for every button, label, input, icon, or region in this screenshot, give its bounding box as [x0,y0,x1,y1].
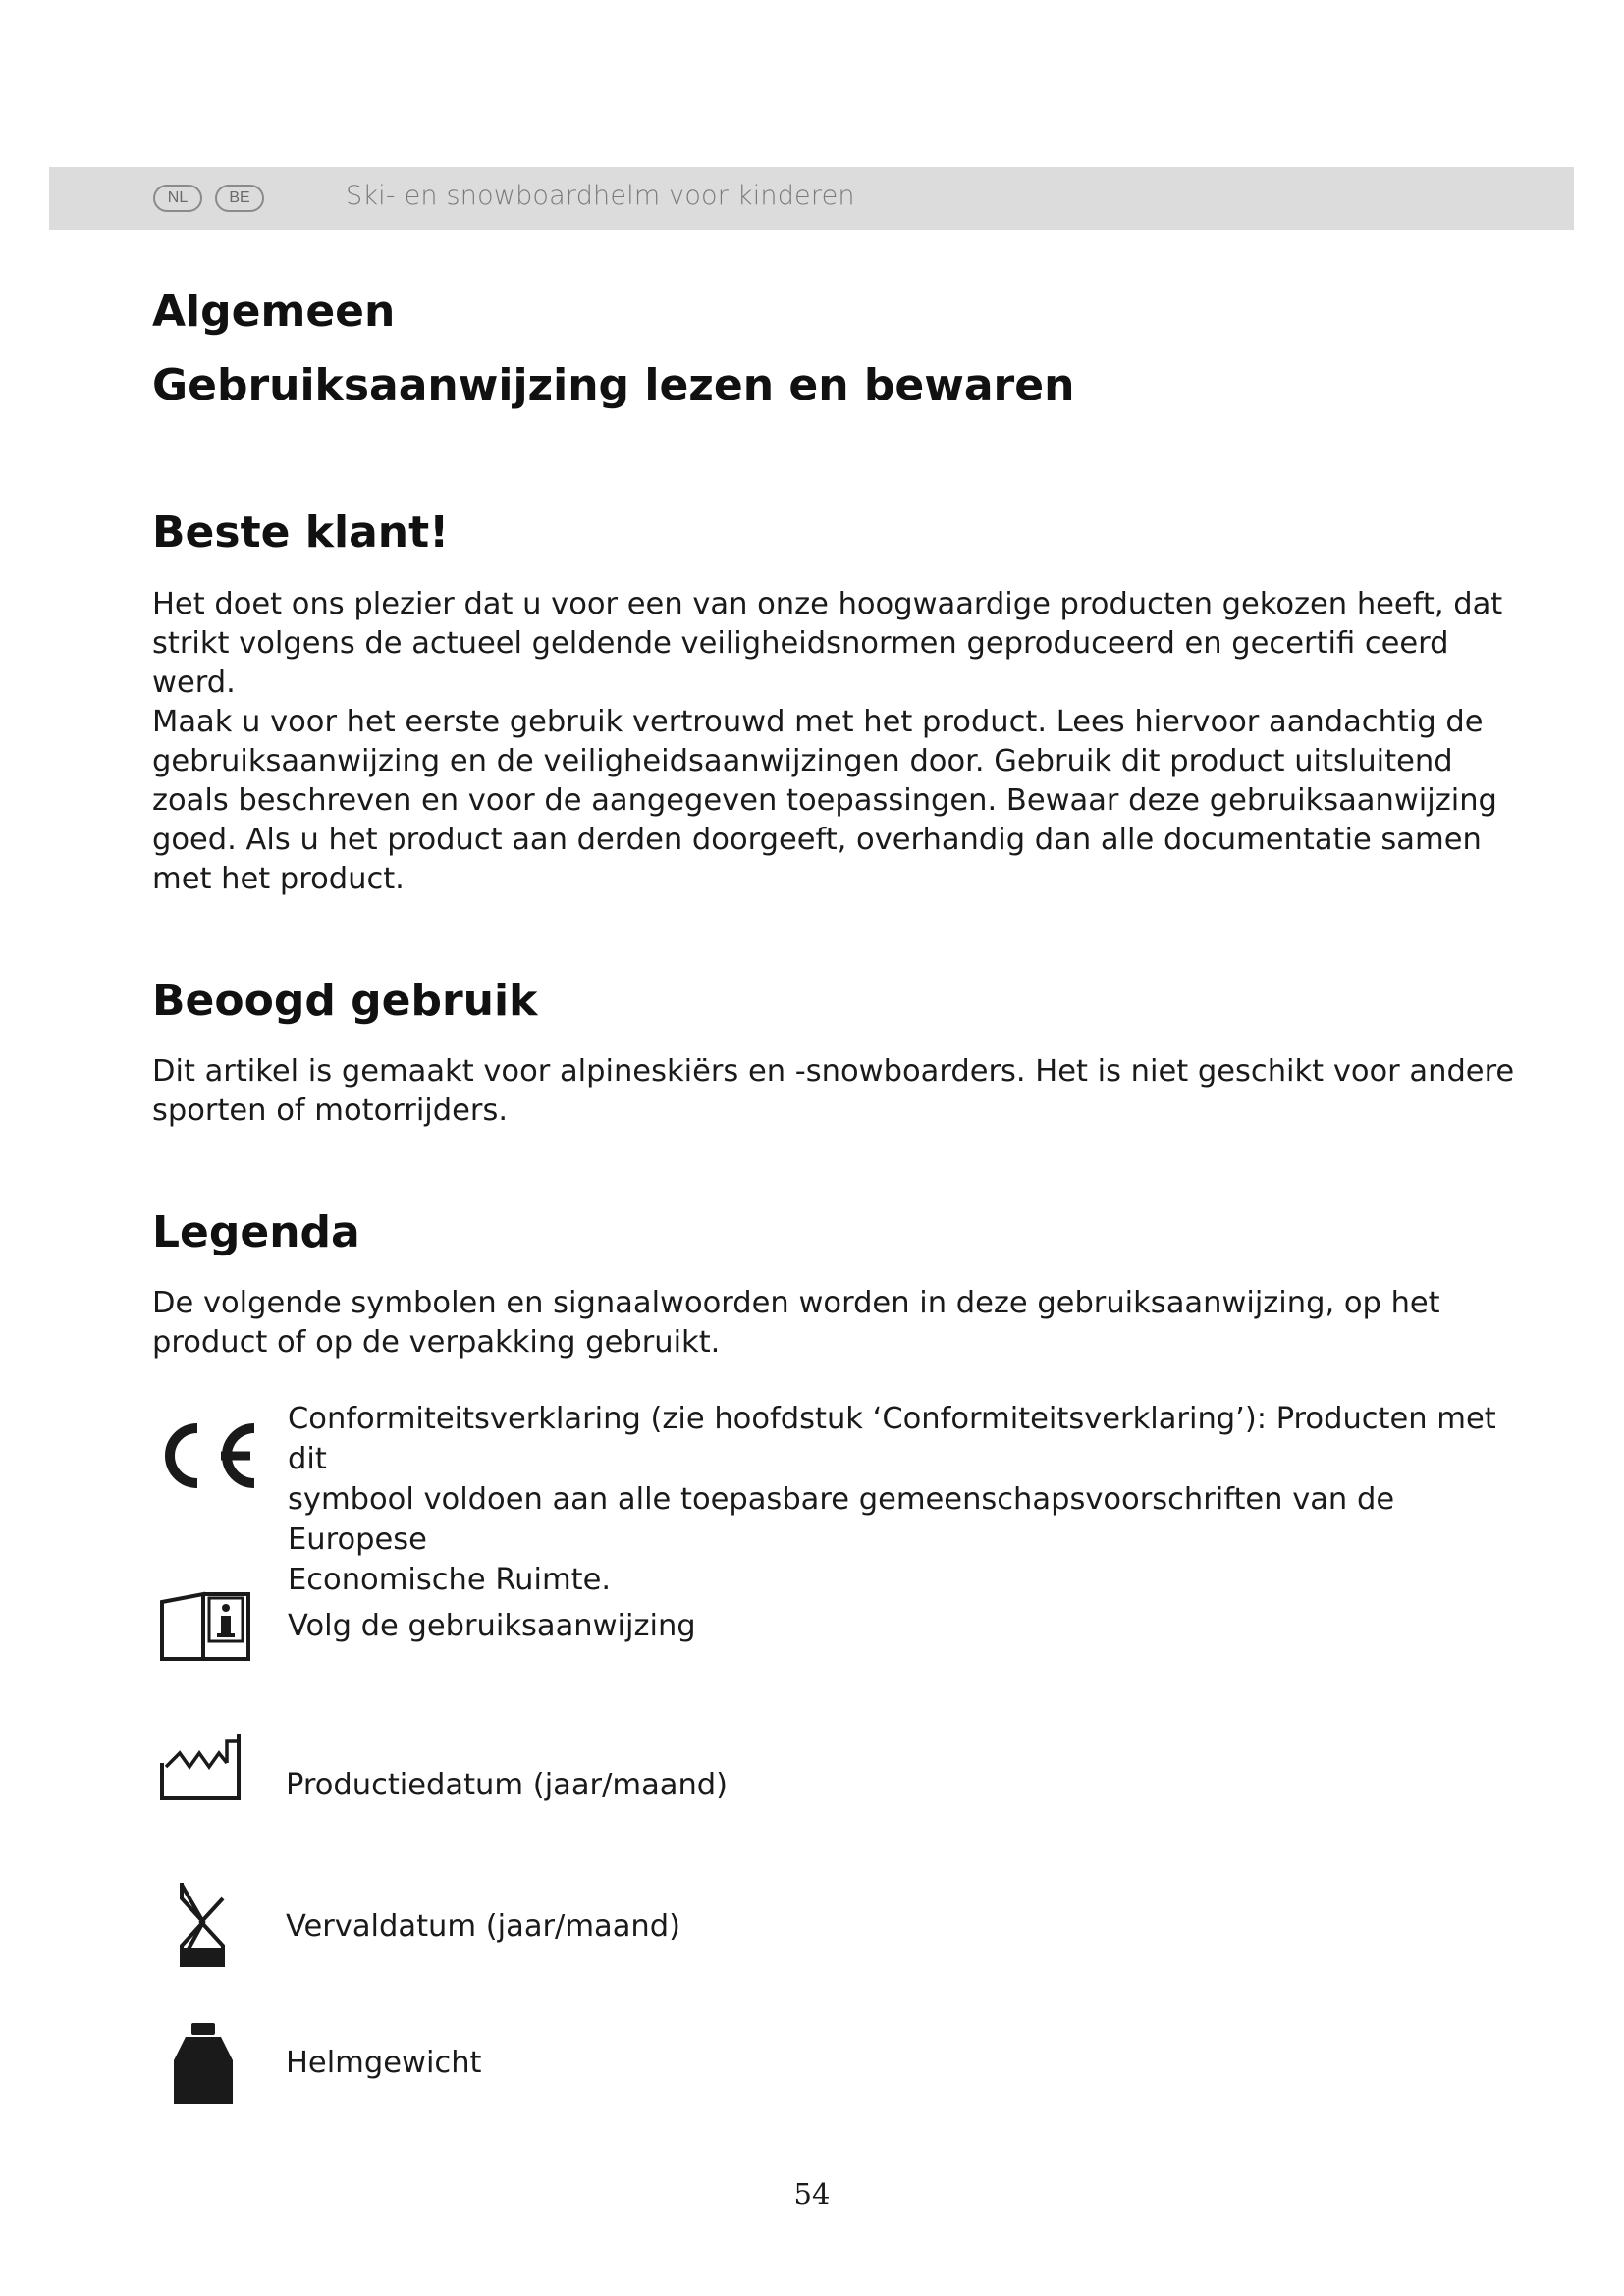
header-title: Ski- en snowboardhelm voor kinderen [346,181,855,211]
legend-text-ce [288,1399,1527,1600]
ce-mark-icon [152,1420,260,1491]
text-line: zoals beschreven en voor de aangegeven toepassingen. Bewaar deze gebruiksaanwijzing [152,783,1497,818]
heading-intended-use: Beoogd gebruik [152,976,538,1026]
text-line: met het product. [152,862,405,896]
text-line: symbool voldoen aan alle toepasbare gemeenschapsvoorschriften van de Europese [288,1482,1395,1557]
text-line: Dit artikel is gemaakt voor alpineskiërs en -snowboarders. Het is niet geschikt voor andere [152,1054,1515,1089]
manual-info-icon [152,1588,260,1663]
text-line: goed. Als u het product aan derden doorgeeft, overhandig dan alle documentatie samen [152,823,1482,857]
heading-read-keep: Gebruiksaanwijzing lezen en bewaren [152,360,1075,410]
heading-dear-customer: Beste klant! [152,507,450,558]
text-line: sporten of motorrijders. [152,1094,509,1128]
legend-text-expiry-date [286,1906,680,1947]
text-line: Productiedatum (jaar/maand) [286,1768,729,1802]
heading-legend: Legenda [152,1207,360,1257]
paragraph-intro [152,585,1527,703]
legend-text-weight [286,2043,482,2083]
heading-general: Algemeen [152,287,396,337]
paragraph-legend-intro [152,1284,1527,1362]
text-line: Economische Ruimte. [288,1563,612,1597]
paragraph-familiarize [152,703,1527,899]
paragraph-intended-use [152,1052,1527,1131]
text-line: De volgende symbolen en signaalwoorden worden in deze gebruiksaanwijzing, op het [152,1286,1440,1320]
text-line: Het doet ons plezier dat u voor een van onze hoogwaardige producten gekozen heeft, dat [152,587,1503,621]
text-line: Helmgewicht [286,2046,482,2080]
text-line: product of op de verpakking gebruikt. [152,1325,721,1360]
text-line: strikt volgens de actueel geldende veiligheidsnormen geproduceerd en gecertifi ceerd werd. [152,626,1449,700]
legend-text-manufacture-date [286,1765,728,1805]
page-number: 54 [793,2177,831,2211]
manufacture-date-icon [152,1728,260,1806]
hourglass-icon [152,1877,260,1971]
text-line: gebruiksaanwijzing en de veiligheidsaanwijzingen door. Gebruik dit product uitsluitend [152,744,1453,778]
text-line: Maak u voor het eerste gebruik vertrouwd met het product. Lees hiervoor aandachtig de [152,705,1484,739]
text-line: Volg de gebruiksaanwijzing [288,1609,696,1643]
text-line: Conformiteitsverklaring (zie hoofdstuk ‘Conformiteitsverklaring’): Producten met dit [288,1402,1496,1476]
language-badge-be: BE [215,185,264,212]
text-line: Vervaldatum (jaar/maand) [286,1909,681,1944]
language-badge-nl: NL [153,185,202,212]
legend-text-manual [288,1606,696,1646]
page-header [49,167,1574,230]
weight-icon [152,2017,260,2111]
